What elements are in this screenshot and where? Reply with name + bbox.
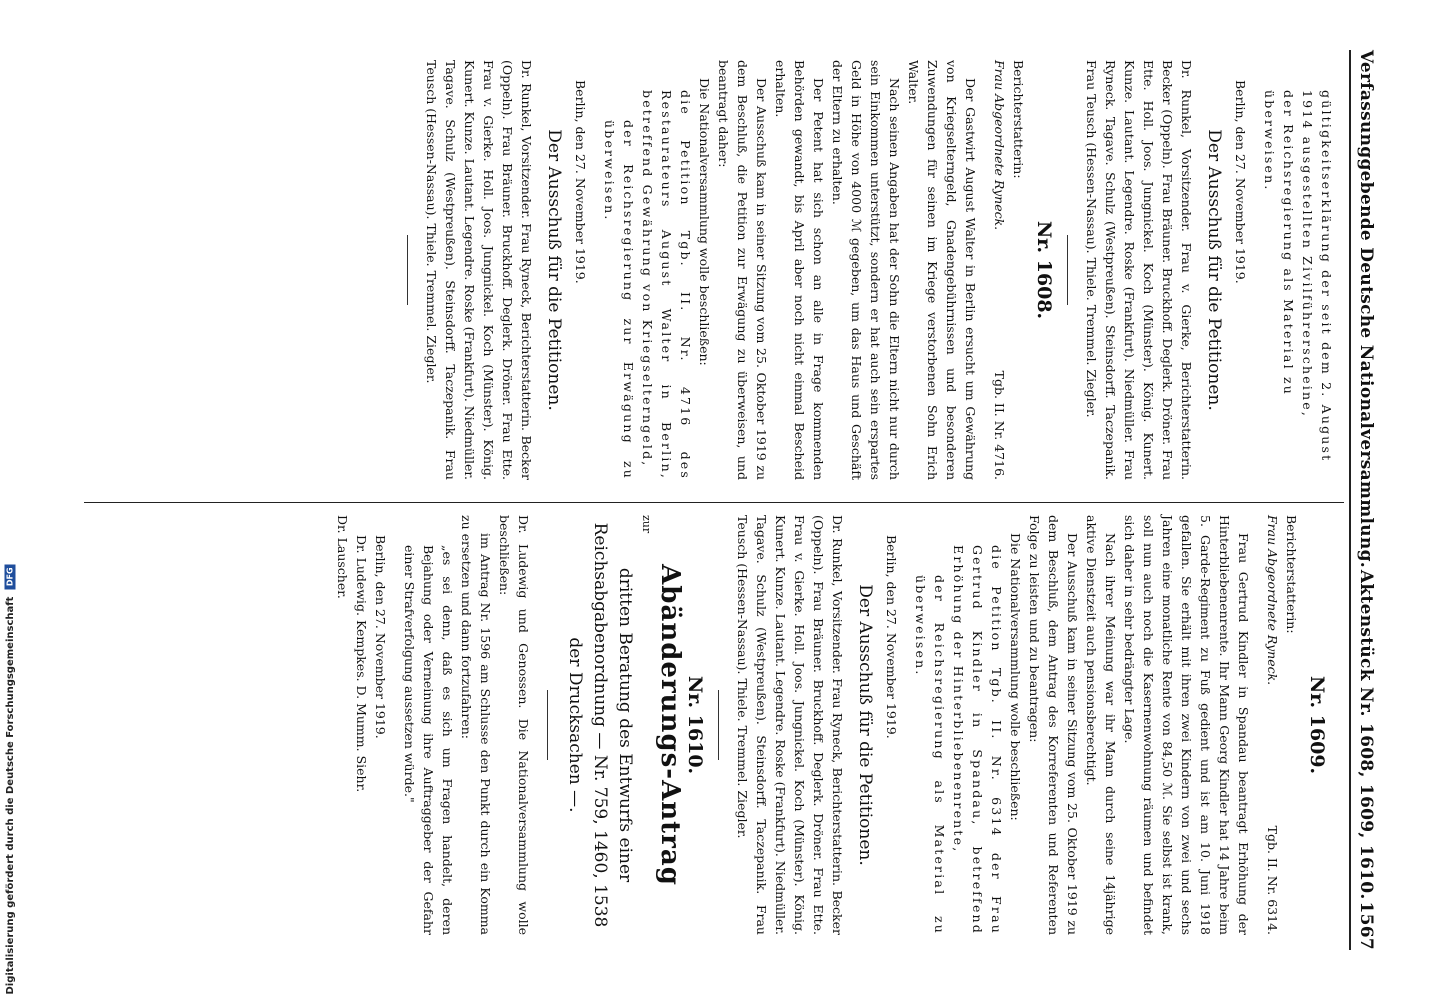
committee-members: Dr. Runkel, Vorsitzender. Frau Ryneck, Berichterstatterin. Becker (Oppeln). Frau Bräuner. Bruckhoff. Deglerk. Dröner. Frau Ette. Frau v. Gierke. Holl. Joos. Jungnickel. Koch (Münster). König. Kunert. Kunze. Lautant. Legendre. Roske (Frankfurt). Niedmüller. Tagave. Schulz (Westpreußen). Steinsdorff. Taczepanik. Frau Teusch (Hessen-Nassau). Thiele. Tremmel. Ziegler. bbox=[735, 515, 845, 935]
petition-text-end: der Reichsregierung zur Erwägung zu überweisen. bbox=[602, 120, 636, 480]
page-number: 1567 bbox=[1356, 901, 1376, 950]
proposers-line: Dr. Ludewig und Genossen. Die Nationalversammlung wolle beschließen: bbox=[497, 515, 531, 935]
body-paragraph: Der Ausschuß kam in seiner Sitzung vom 25. Oktober 1919 zu dem Beschluß, dem Antrag des Korreferenten und Referenten Folge zu leisten und zu beantragen: bbox=[1027, 515, 1080, 935]
petition-block bbox=[600, 60, 695, 480]
committee-heading: Der Ausschuß für die Petitionen. bbox=[1204, 129, 1224, 411]
body-paragraph: Frau Gertrud Kindler in Spandau beantragt Erhöhung der Hinterbliebenenrente. Ihr Mann Georg Kindler hat 14 Jahre beim 5. Garde-Regiment zu Fuß gedient und ist am 10. Juni 1918 gefallen. Sie erhält mit ihren zwei Kindern von zwei und sechs Jahren eine monatliche Rente von 84,50 ℳ. Sie selbst ist krank, soll nun auch noch die Kasernenwohnung räumen und befindet sich daher in sehr bedrängter Lage. bbox=[1122, 515, 1251, 935]
reporter-line bbox=[1263, 515, 1282, 935]
intro-line: der Reichsregierung als Material zu bbox=[1281, 90, 1296, 396]
amendment-title: Abänderungs-Antrag bbox=[655, 564, 685, 886]
reporter-label: Berichterstatterin: bbox=[1011, 60, 1026, 179]
amendment-zur: zur bbox=[640, 515, 653, 534]
resolution-line: Die Nationalversammlung wolle beschließen: bbox=[697, 78, 712, 366]
body-paragraph: Nach ihrer Meinung war ihr Mann durch seine 14jährige aktive Dienstzeit auch pensionsberechtigt. bbox=[1084, 515, 1118, 935]
date-line: Berlin, den 27. November 1919. bbox=[573, 80, 588, 284]
proposal-quote: „es sei denn, daß es sich um Fragen handelt, deren Bejahung oder Verneinung ihre Auftraggeber der Gefahr einer Strafverfolgung aussetzen würde." bbox=[402, 545, 455, 935]
funder-credit bbox=[2, 566, 18, 994]
intro-block bbox=[1260, 60, 1336, 480]
right-column bbox=[333, 515, 1336, 935]
body-paragraph: Der Gastwirt August Walter in Berlin ersucht um Gewährung von Kriegselterngeld, Gnadengebührnissen und besonderen Zuwendungen für seinen im Kriege verstorbenen Sohn Erich Walter. bbox=[906, 60, 978, 480]
reporter-line bbox=[990, 60, 1009, 480]
committee-members: Dr. Runkel, Vorsitzender. Frau Ryneck, Berichterstatterin. Becker (Oppeln). Frau Bräuner. Bruckhoff. Deglerk. Dröner. Frau Ette. Frau v. Gierke. Holl. Joos. Jungnickel. Koch (Münster). König. Kunert. Kunze. Lautant. Legendre. Roske (Frankfurt). Niedmüller. Tagave. Schulz (Westpreußen). Steinsdorff. Taczepanik. Frau Teusch (Hessen-Nassau). Thiele. Tremmel. Ziegler. bbox=[424, 60, 534, 480]
section-rule bbox=[1067, 235, 1068, 305]
intro-line: gültigkeitserklärung der seit dem 2. August bbox=[1319, 90, 1334, 463]
reporter-name: Frau Abgeordnete Ryneck. bbox=[992, 60, 1007, 231]
body-paragraph: Der Petent hat sich schon an alle in Frage kommenden Behörden gewandt, bis April aber noch nicht einmal Bescheid erhalten. bbox=[773, 60, 826, 480]
document-number-1608: Nr. 1608. bbox=[1033, 220, 1055, 320]
section-rule bbox=[718, 690, 719, 760]
committee-heading: Der Ausschuß für die Petitionen. bbox=[544, 129, 564, 411]
page-header bbox=[1349, 50, 1376, 950]
signatures: Dr. Ludewig. Kempkes. D. Mumm. Siehr. bbox=[354, 535, 369, 793]
body-paragraph: Nach seinen Angaben hat der Sohn die Eltern nicht nur durch sein Einkommen unterstützt, sondern er hat auch sein erspartes Geld in Höhe von 4000 ℳ gegeben, um das Haus und Geschäft der Eltern zu erhalten. bbox=[830, 60, 902, 480]
petition-block bbox=[911, 515, 1006, 935]
date-line: Berlin, den 27. November 1919. bbox=[1233, 80, 1248, 284]
funder-text: Digitalisierung gefördert durch die Deutsche Forschungsgemeinschaft bbox=[5, 596, 16, 994]
reporter-name: Frau Abgeordnete Ryneck. bbox=[1265, 515, 1280, 686]
committee-heading: Der Ausschuß für die Petitionen. bbox=[855, 584, 875, 866]
proposal-text: im Antrag Nr. 1596 am Schlusse den Punkt durch ein Komma zu ersetzen und dann fortzufahren: bbox=[459, 515, 493, 935]
date-line: Berlin, den 27. November 1919. bbox=[373, 535, 388, 739]
committee-members: Dr. Runkel, Vorsitzender. Frau v. Gierke, Berichterstatterin. Becker (Oppeln). Frau Bräuner. Bruckhoff. Deglerk. Dröner. Frau Ette. Holl. Joos. Jungnickel. Koch (Münster). König. Kunert. Kunze. Lautant. Legendre. Roske (Frankfurt). Niedmüller. Frau Ryneck. Tagave. Schulz (Westpreußen). Steinsdorff. Taczepanik. Frau Teusch (Hessen-Nassau). Thiele. Tremmel. Ziegler. bbox=[1084, 60, 1194, 480]
journal-reference: Tgb. II. Nr. 4716. bbox=[992, 370, 1007, 480]
date-line: Berlin, den 27. November 1919. bbox=[884, 535, 899, 739]
resolution-line: Die Nationalversammlung wolle beschließen: bbox=[1008, 533, 1023, 821]
intro-line: 1914 ausgestellten Zivilführerscheine, bbox=[1300, 90, 1315, 419]
header-document-numbers: Aktenstück Nr. 1608, 1609, 1610. bbox=[1356, 569, 1376, 900]
intro-line: überweisen. bbox=[1262, 90, 1277, 192]
signatures: Dr. Lauscher. bbox=[335, 515, 350, 599]
petition-text: die Petition Tgb. II. Nr. 4716 des Restaurateurs August Walter in Berlin, betreffend Gewährung von Kriegselterngeld, bbox=[640, 90, 693, 480]
petition-text: die Petition Tgb. II. Nr. 6314 der Frau Gertrud Kindler in Spandau, betreffend Erhöhung der Hinterbliebenenrente, bbox=[951, 545, 1004, 935]
section-rule bbox=[407, 235, 408, 305]
amendment-subtitle: dritten Beratung des Entwurfs einer Reichsabgabenordnung — Nr. 759, 1460, 1538 der Drucksachen —. bbox=[565, 522, 635, 928]
section-rule bbox=[547, 690, 548, 760]
document-number-1610: Nr. 1610. bbox=[684, 675, 706, 775]
journal-reference: Tgb. II. Nr. 6314. bbox=[1265, 825, 1280, 935]
left-column bbox=[393, 60, 1336, 480]
document-number-1609: Nr. 1609. bbox=[1306, 675, 1328, 775]
column-divider bbox=[84, 502, 1344, 503]
dfg-logo: DFG bbox=[5, 564, 16, 589]
petition-text-end: der Reichsregierung als Material zu überweisen. bbox=[913, 575, 947, 935]
reporter-label: Berichterstatterin: bbox=[1284, 515, 1299, 634]
header-title: Verfassunggebende Deutsche Nationalversammlung. bbox=[1356, 50, 1376, 568]
body-paragraph: Der Ausschuß kam in seiner Sitzung vom 25. Oktober 1919 zu dem Beschluß, die Petition zur Erwägung zu überweisen, und beantragt daher: bbox=[716, 60, 769, 480]
